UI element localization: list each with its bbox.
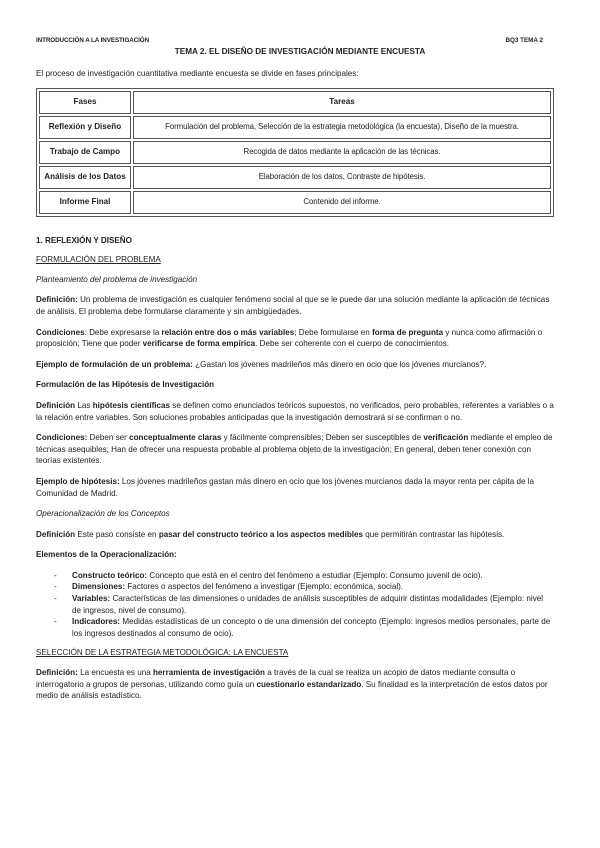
phase-cell: Trabajo de Campo <box>39 141 131 164</box>
header-unit: BQ3 TEMA 2 <box>505 37 543 44</box>
document-body <box>36 68 554 711</box>
elements-list <box>36 570 554 640</box>
hypothesis-heading: Formulación de las Hipótesis de Investigación <box>36 380 215 390</box>
header-course: INTRODUCCIÓN A LA INVESTIGACIÓN <box>36 37 150 44</box>
task-cell: Formulación del problema, Selección de la estrategia metodológica (la encuesta), Diseño de la muestra. <box>133 116 551 139</box>
table-row <box>39 166 551 189</box>
task-cell: Recogida de datos mediante la aplicación de las técnicas. <box>133 141 551 164</box>
task-cell: Elaboración de los datos, Contraste de hipótesis. <box>133 166 551 189</box>
page-title: TEMA 2. EL DISEÑO DE INVESTIGACIÓN MEDIANTE ENCUESTA <box>174 47 426 56</box>
table-header-row <box>39 91 551 114</box>
strategy-heading: SELECCIÓN DE LA ESTRATEGIA METODOLÓGICA: LA ENCUESTA <box>36 648 289 658</box>
subsection-heading: FORMULACIÓN DEL PROBLEMA <box>36 255 161 265</box>
hypothesis-conditions: Condiciones: Deben ser conceptualmente claras y fácilmente comprensibles; Deben ser susceptibles de verificación mediante el empleo de técnicas asequibles; Han de ofrecer una respuesta probable al problema objeto de la investigación; En general, deben tener conexión con teorías existentes. <box>36 433 553 466</box>
operationalization-definition: Definición Este paso consiste en pasar del constructo teórico a los aspectos medibles que permitirán contrastar las hipótesis. <box>36 529 505 539</box>
definition-paragraph: Definición: Un problema de investigación es cualquier fenómeno social al que se le puede dar una solución mediante la aplicación de técnicas de análisis. El problema debe formularse claramente y sin ambigüedades. <box>36 295 550 316</box>
list-item: - Constructo teórico: Concepto que está en el centro del fenómeno a estudiar (Ejemplo: Consumo juvenil de ocio). <box>54 570 483 580</box>
section-heading: 1. REFLEXIÓN Y DISEÑO <box>36 235 132 245</box>
example-paragraph: Ejemplo de formulación de un problema: ¿Gastan los jóvenes madrileños más dinero en ocio que los jóvenes murcianos?. <box>36 359 487 369</box>
table-row <box>39 191 551 214</box>
list-item: - Indicadores: Medidas estadísticas de un concepto o de una dimensión del concepto (Ejemplo: ingresos medios personales, parte de los ingresos destinados al consumo de ocio). <box>54 617 551 638</box>
table-row <box>39 116 551 139</box>
italic-heading: Planteamiento del problema de investigación <box>36 274 198 284</box>
col-header-phases: Fases <box>39 91 131 114</box>
survey-definition: Definición: La encuesta es una herramienta de investigación a través de la cual se realiza un acopio de datos mediante consulta o interrogatorio a grupos de personas, utilizando como guía un cuestionario estandarizado. Su finalidad es la interpretación de estos datos por medio de análisis estadístico. <box>36 668 548 701</box>
phase-cell: Reflexión y Diseño <box>39 116 131 139</box>
phases-table <box>36 88 554 217</box>
phase-cell: Análisis de los Datos <box>39 166 131 189</box>
phase-cell: Informe Final <box>39 191 131 214</box>
list-item: - Variables: Características de las dimensiones o unidades de análisis susceptibles de adquirir distintas modalidades (Ejemplo: nivel de ingresos, nivel de consumo). <box>54 594 544 615</box>
col-header-tasks: Tareas <box>133 91 551 114</box>
task-cell: Contenido del informe. <box>133 191 551 214</box>
hypothesis-example: Ejemplo de hipótesis: Los jóvenes madrileños gastan más dinero en ocio que los jóvenes murcianos dada la mayor renta per cápita de la Comunidad de Madrid. <box>36 476 535 498</box>
table-row <box>39 141 551 164</box>
hypothesis-definition: Definición Las hipótesis científicas se definen como enunciados teóricos supuestos, no verificados, pero probables, referentes a variables o a la relación entre variables. Son soluciones probables anticipadas que la investigación demostrará si se confirman o no. <box>36 400 554 422</box>
list-item: - Dimensiones: Factores o aspectos del fenómeno a investigar (Ejemplo: económica, social). <box>54 582 404 592</box>
intro-text: El proceso de investigación cuantitativa mediante encuesta se divide en fases principales: <box>36 69 359 78</box>
elements-heading: Elementos de la Operacionalización: <box>36 550 177 560</box>
conditions-paragraph: Condiciones: Debe expresarse la relación entre dos o más variables; Debe formularse en forma de pregunta y nunca como afirmación o proposición; Tiene que poder verificarse de forma empírica. Debe ser coherente con el cuerpo de conocimientos. <box>36 327 543 349</box>
operationalization-heading: Operacionalización de los Conceptos <box>36 509 170 519</box>
